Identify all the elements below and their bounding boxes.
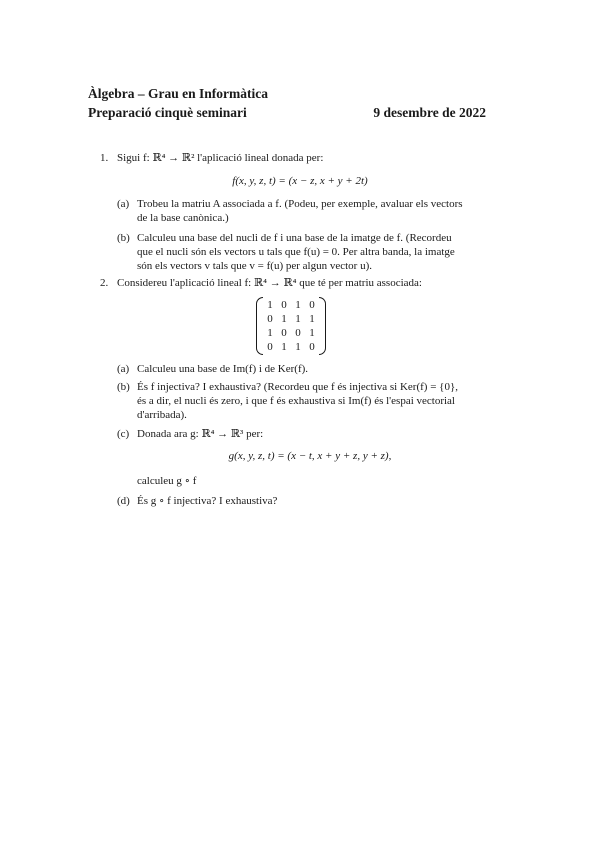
matrix-cell-3-3: 0 <box>309 341 315 353</box>
problem-2a-line-1: Calculeu una base de Im(f) i de Ker(f). <box>137 363 309 375</box>
associated-matrix <box>256 297 326 355</box>
matrix-cell-1-2: 1 <box>295 313 301 325</box>
matrix-left-bracket <box>256 297 263 355</box>
document-title: Àlgebra – Grau en Informàtica <box>88 86 268 101</box>
problem-2-number: 2. <box>100 277 109 289</box>
document-date: 9 desembre de 2022 <box>373 105 486 120</box>
problem-2c-line-1: Donada ara g: ℝ⁴ → ℝ³ per: <box>137 428 264 440</box>
matrix-cell-0-3: 0 <box>309 299 315 311</box>
problem-2b-label: (b) <box>117 381 130 393</box>
matrix-right-bracket <box>319 297 326 355</box>
problem-1b-line-2: que el nucli són els vectors u tals que f(u) = 0. Per altra banda, la imatge <box>137 246 455 258</box>
matrix-cell-2-3: 1 <box>309 327 315 339</box>
matrix-cell-0-2: 1 <box>295 299 301 311</box>
problem-2b-line-2: és a dir, el nucli és zero, i que f és exhaustiva si Im(f) és l'espai vectorial <box>137 395 455 407</box>
problem-2c-line-2: calculeu g ∘ f <box>137 475 197 487</box>
matrix-cell-2-0: 1 <box>267 327 273 339</box>
problem-1a-line-1: Trobeu la matriu A associada a f. (Podeu, per exemple, avaluar els vectors <box>137 198 463 210</box>
document-subtitle-row <box>88 105 486 121</box>
problem-2b-line-1: És f injectiva? I exhaustiva? (Recordeu que f és injectiva si Ker(f) = {0}, <box>137 381 458 393</box>
matrix-grid <box>263 297 319 355</box>
problem-1a-label: (a) <box>117 198 130 210</box>
matrix-cell-1-3: 1 <box>309 313 315 325</box>
problem-2d-label: (d) <box>117 495 130 507</box>
problem-1-number: 1. <box>100 152 109 164</box>
problem-2d-line-1: És g ∘ f injectiva? I exhaustiva? <box>137 495 278 507</box>
matrix-cell-3-2: 1 <box>295 341 301 353</box>
problem-1-formula: f(x, y, z, t) = (x − z, x + y + 2t) <box>232 175 368 187</box>
problem-1a-line-2: de la base canònica.) <box>137 212 229 224</box>
matrix-cell-2-2: 0 <box>295 327 301 339</box>
problem-1b-line-3: són els vectors v tals que v = f(u) per algun vector u). <box>137 260 372 272</box>
problem-1-intro: Sigui f: ℝ⁴ → ℝ² l'aplicació lineal donada per: <box>117 152 324 164</box>
problem-2-intro: Considereu l'aplicació lineal f: ℝ⁴ → ℝ⁴ que té per matriu associada: <box>117 277 422 289</box>
matrix-cell-3-1: 1 <box>281 341 287 353</box>
matrix-cell-3-0: 0 <box>267 341 273 353</box>
problem-2c-label: (c) <box>117 428 130 440</box>
problem-2b-line-3: d'arribada). <box>137 409 187 421</box>
matrix-cell-2-1: 0 <box>281 327 287 339</box>
problem-1b-line-1: Calculeu una base del nucli de f i una base de la imatge de f. (Recordeu <box>137 232 452 244</box>
problem-2c-formula: g(x, y, z, t) = (x − t, x + y + z, y + z), <box>228 450 392 462</box>
problem-2a-label: (a) <box>117 363 130 375</box>
matrix-cell-1-1: 1 <box>281 313 287 325</box>
matrix-cell-0-0: 1 <box>267 299 273 311</box>
matrix-cell-0-1: 0 <box>281 299 287 311</box>
seminar-subtitle: Preparació cinquè seminari <box>88 105 247 120</box>
problem-1b-label: (b) <box>117 232 130 244</box>
matrix-cell-1-0: 0 <box>267 313 273 325</box>
